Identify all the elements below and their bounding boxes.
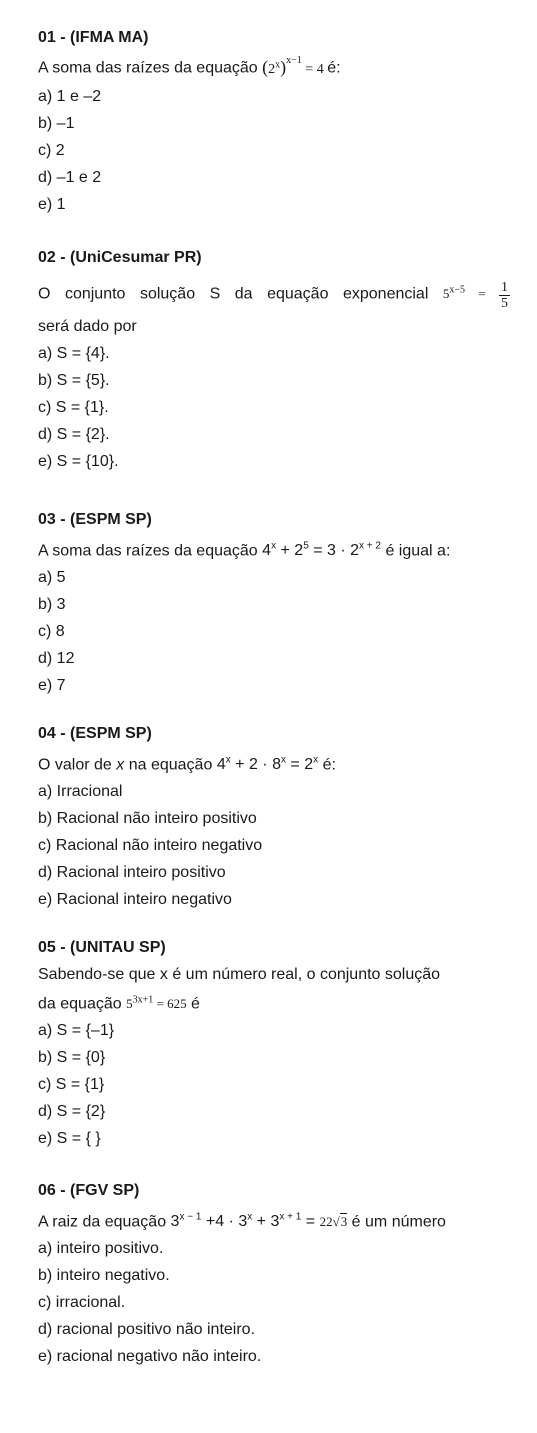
option[interactable]: a) S = {–1} bbox=[38, 1022, 115, 1040]
question-2-stem-line1: O conjunto solução S da equação exponencial $5^{x-5}$ = $\frac{1}{5}$ bbox=[38, 280, 509, 311]
option[interactable]: c) Racional não inteiro negativo bbox=[38, 837, 263, 855]
option[interactable]: c) 8 bbox=[38, 623, 65, 641]
question-3 bbox=[38, 510, 510, 696]
question-2-header: 02 - (UniCesumar PR) bbox=[38, 249, 202, 266]
option[interactable]: e) Racional inteiro negativo bbox=[38, 891, 232, 909]
option[interactable]: d) racional positivo não inteiro. bbox=[38, 1321, 256, 1339]
option[interactable]: e) S = { } bbox=[38, 1130, 101, 1148]
option[interactable]: c) 2 bbox=[38, 141, 65, 159]
option[interactable]: e) 7 bbox=[38, 677, 66, 695]
option[interactable]: e) racional negativo não inteiro. bbox=[38, 1348, 262, 1366]
option[interactable]: a) Irracional bbox=[38, 783, 123, 801]
equation-2: $5^{x-5}$ = $\frac{1}{5}$ bbox=[442, 280, 509, 311]
equation-3: $4^x + 2^5 = 3 \cdot 2^{x + 2}$ bbox=[262, 541, 381, 560]
option[interactable]: d) 12 bbox=[38, 650, 75, 668]
question-1-stem: A soma das raízes da equação $(2^x)^{x-1} = 4$ é: bbox=[38, 55, 341, 77]
option[interactable]: c) S = {1}. bbox=[38, 399, 109, 416]
option[interactable]: d) –1 e 2 bbox=[38, 168, 102, 186]
option[interactable]: a) S = {4}. bbox=[38, 345, 110, 362]
equation-1: $(2^x)^{x-1} = 4$ bbox=[262, 55, 324, 77]
option[interactable]: e) S = {10}. bbox=[38, 453, 119, 470]
option[interactable]: e) 1 bbox=[38, 195, 66, 213]
option[interactable]: b) Racional não inteiro positivo bbox=[38, 810, 257, 828]
option[interactable]: b) inteiro negativo. bbox=[38, 1267, 170, 1285]
option[interactable]: b) 3 bbox=[38, 596, 66, 614]
question-1-header: 01 - (IFMA MA) bbox=[38, 29, 149, 46]
option[interactable]: a) 5 bbox=[38, 569, 66, 587]
question-5-stem-line1: Sabendo-se que x é um número real, o conjunto solução bbox=[38, 966, 441, 983]
option[interactable]: c) S = {1} bbox=[38, 1076, 105, 1094]
option[interactable]: d) S = {2} bbox=[38, 1103, 106, 1121]
option[interactable]: a) inteiro positivo. bbox=[38, 1240, 164, 1258]
question-4 bbox=[38, 724, 510, 910]
option[interactable]: d) S = {2}. bbox=[38, 426, 110, 443]
option[interactable]: c) irracional. bbox=[38, 1294, 126, 1312]
question-6-stem: A raiz da equação $3^{x - 1} +4 \cdot 3^x + 3^{x + 1} = 22√3$ é um número bbox=[38, 1212, 446, 1231]
question-3-header: 03 - (ESPM SP) bbox=[38, 511, 152, 528]
question-2-stem-line2: será dado por bbox=[38, 318, 137, 335]
equation-4: $4^x + 2 \cdot 8^x = 2^x$ bbox=[216, 755, 319, 774]
question-4-stem: O valor de x na equação $4^x + 2 \cdot 8^x = 2^x$ é: bbox=[38, 755, 336, 774]
option[interactable]: b) –1 bbox=[38, 114, 75, 132]
question-2 bbox=[38, 248, 510, 472]
equation-6: $3^{x - 1} +4 \cdot 3^x + 3^{x + 1} = 22√3$ bbox=[170, 1212, 348, 1231]
question-6-header: 06 - (FGV SP) bbox=[38, 1182, 140, 1199]
question-5-header: 05 - (UNITAU SP) bbox=[38, 939, 166, 956]
question-4-header: 04 - (ESPM SP) bbox=[38, 725, 152, 742]
question-5 bbox=[38, 938, 510, 1149]
option[interactable]: d) Racional inteiro positivo bbox=[38, 864, 226, 882]
question-3-stem: A soma das raízes da equação $4^x + 2^5 = 3 \cdot 2^{x + 2}$ é igual a: bbox=[38, 541, 451, 560]
question-6 bbox=[38, 1181, 510, 1367]
option[interactable]: b) S = {0} bbox=[38, 1049, 106, 1067]
equation-5: $5^{3x+1} = 625$ bbox=[126, 995, 187, 1012]
option[interactable]: b) S = {5}. bbox=[38, 372, 110, 389]
fraction: $\frac{1}{5}$ bbox=[501, 280, 509, 311]
question-1 bbox=[38, 28, 510, 215]
option[interactable]: a) 1 e –2 bbox=[38, 87, 102, 105]
question-5-stem-line2: da equação $5^{3x+1} = 625$ é bbox=[38, 995, 200, 1013]
